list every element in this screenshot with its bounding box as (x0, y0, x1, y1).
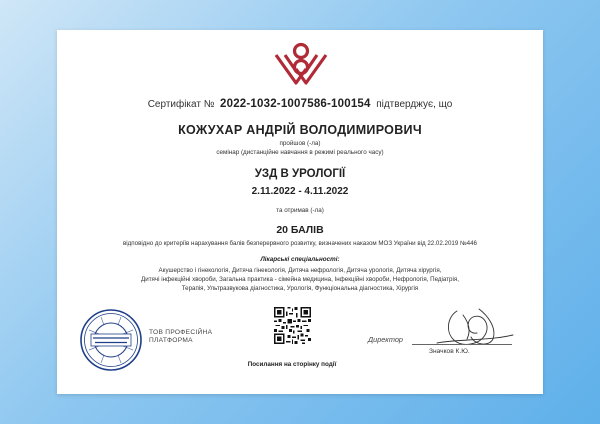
organization-name-line: ТОВ ПРОФЕСІЙНА (149, 329, 213, 336)
specialties-line: Терапія, Ультразвукова діагностика, Урологія, Функціональна діагностика, Хірургія (181, 285, 419, 292)
passed-text: пройшов (-ла) (279, 140, 321, 147)
specialties-line: Дитячі інфекційні хвороби, Загальна практика - сімейна медицина, Інфекційні хвороби, Нефрологія, Педіатрія, (141, 276, 459, 283)
organization-name-line: ПЛАТФОРМА (149, 337, 193, 344)
certificate-number-line (57, 98, 543, 110)
certificate-suffix: підтверджує, що (376, 99, 453, 110)
specialties-title: Лікарські спеціальності: (260, 256, 340, 263)
criteria-text: відповідно до критеріїв нарахування балів безперервного розвитку, визначених наказом МОЗ України від 22.02.2019 №446 (123, 240, 477, 247)
certificate-card (57, 30, 543, 394)
signer-name: Значков К.Ю. (429, 348, 470, 355)
qr-code-icon[interactable] (274, 307, 311, 344)
seminar-text: семінар (дистанційне навчання в режимі реального часу) (216, 149, 384, 156)
course-dates: 2.11.2022 - 4.11.2022 (251, 186, 349, 197)
participant-name: КОЖУХАР АНДРІЙ ВОЛОДИМИРОВИЧ (178, 123, 422, 137)
qr-caption: Посилання на сторінку події (247, 361, 337, 368)
points-value: 20 БАЛІВ (276, 224, 324, 236)
signature-line (412, 344, 512, 345)
course-title: УЗД В УРОЛОГІЇ (254, 168, 346, 180)
director-label: Директор (368, 335, 403, 344)
certificate-number: 2022-1032-1007586-100154 (220, 98, 371, 110)
received-text: та отримав (-ла) (276, 207, 324, 214)
platform-logo-icon (272, 41, 330, 89)
specialties-line: Акушерство і гінекологія, Дитяча гінекологія, Дитяча нефрологія, Дитяча урологія, Дитяча хірургія, (158, 267, 442, 274)
certificate-prefix: Сертифікат № (147, 99, 215, 110)
organization-name (149, 329, 212, 345)
